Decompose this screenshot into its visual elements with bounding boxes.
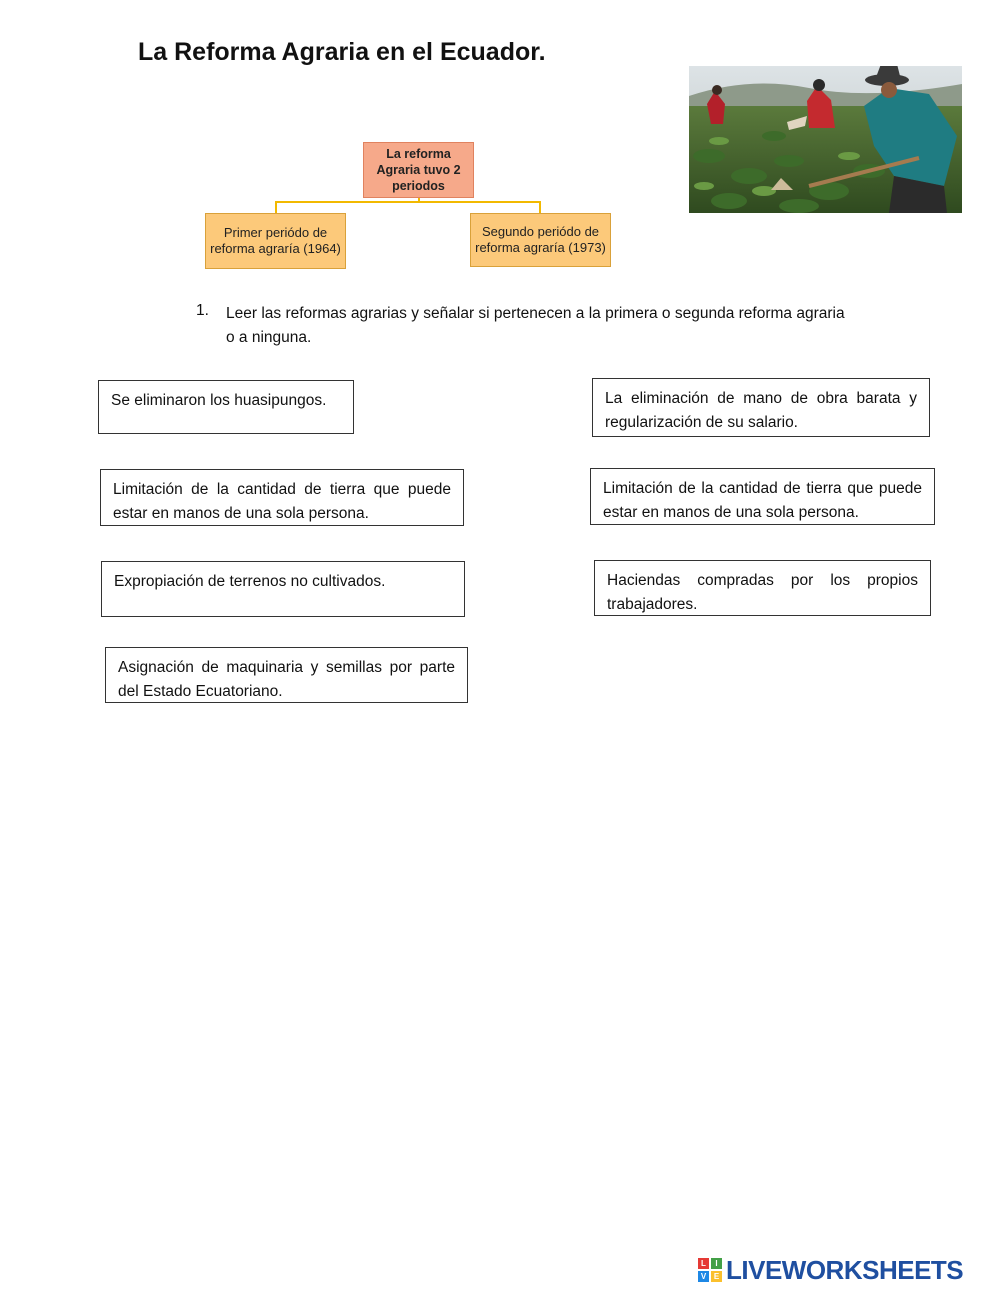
reform-box-mano-de-obra[interactable]: La eliminación de mano de obra barata y regularización de su salario. bbox=[592, 378, 930, 437]
logo-icon bbox=[698, 1258, 722, 1282]
diagram-root-node bbox=[363, 142, 474, 198]
farmers-photo bbox=[689, 66, 962, 213]
page-title: La Reforma Agraria en el Ecuador. bbox=[138, 38, 546, 66]
diagram-connector-left bbox=[275, 201, 277, 213]
reform-box-expropiacion[interactable]: Expropiación de terrenos no cultivados. bbox=[101, 561, 465, 617]
diagram-second-period-label: Segundo periódo de reforma agraría (1973) bbox=[475, 224, 606, 255]
reform-box-huasipungos[interactable]: Se eliminaron los huasipungos. bbox=[98, 380, 354, 434]
diagram-connector-right bbox=[539, 201, 541, 213]
instruction-text: Leer las reformas agrarias y señalar si pertenecen a la primera o segunda reforma agraria o a ninguna. bbox=[226, 305, 845, 346]
logo-letter-l: L bbox=[698, 1258, 709, 1269]
diagram-first-period-node bbox=[205, 213, 346, 269]
instruction-number: 1. bbox=[196, 302, 209, 319]
logo-letter-v: V bbox=[698, 1271, 709, 1282]
reform-box-limitacion-tierra-1[interactable]: Limitación de la cantidad de tierra que puede estar en manos de una sola persona. bbox=[100, 469, 464, 526]
reform-box-limitacion-tierra-2[interactable]: Limitación de la cantidad de tierra que puede estar en manos de una sola persona. bbox=[590, 468, 935, 525]
diagram-first-period-label: Primer periódo de reforma agraría (1964) bbox=[210, 225, 341, 256]
logo-text: LIVEWORKSHEETS bbox=[726, 1255, 964, 1285]
reform-box-maquinaria[interactable]: Asignación de maquinaria y semillas por parte del Estado Ecuatoriano. bbox=[105, 647, 468, 703]
logo-letter-e: E bbox=[711, 1271, 722, 1282]
farmers-field-image bbox=[689, 66, 962, 213]
reform-box-haciendas[interactable]: Haciendas compradas por los propios trabajadores. bbox=[594, 560, 931, 616]
logo-letter-i: I bbox=[711, 1258, 722, 1269]
diagram-connector-horizontal bbox=[275, 201, 541, 203]
diagram-root-label: La reforma Agraria tuvo 2 periodos bbox=[376, 147, 461, 193]
liveworksheets-logo bbox=[698, 1256, 963, 1284]
diagram-second-period-node bbox=[470, 213, 611, 267]
